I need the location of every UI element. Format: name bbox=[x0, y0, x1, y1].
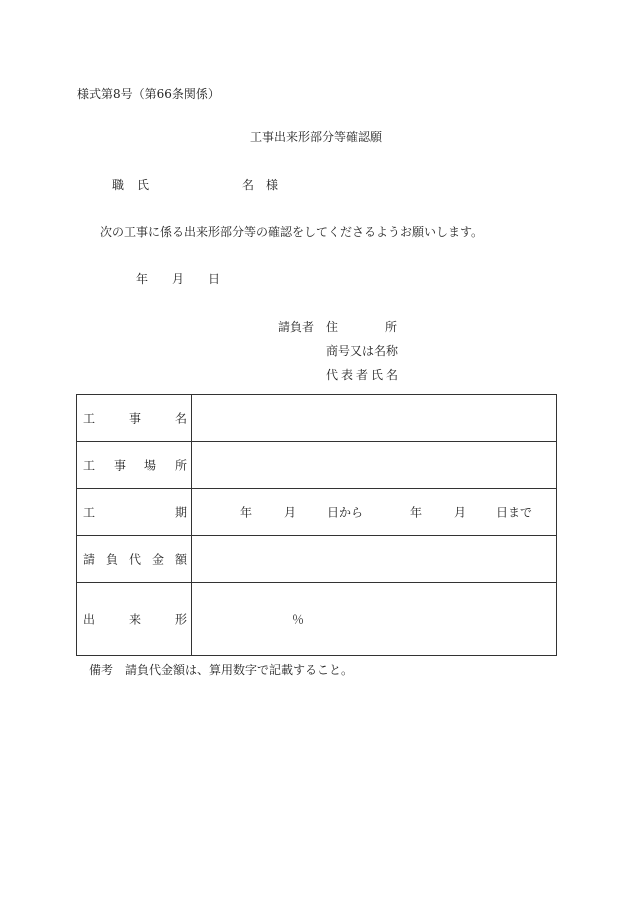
period-part: 日から bbox=[327, 505, 364, 520]
date-day: 日 bbox=[208, 272, 221, 286]
date-line bbox=[0, 270, 630, 286]
label-char: 事 bbox=[114, 458, 127, 473]
label-char: 負 bbox=[106, 552, 119, 567]
label-char: 金 bbox=[152, 552, 165, 567]
addressee-char: 職 bbox=[112, 178, 125, 192]
date-month: 月 bbox=[172, 272, 185, 286]
label-char: 工 bbox=[83, 505, 96, 520]
construction-name-value[interactable] bbox=[192, 395, 557, 442]
label-cell bbox=[77, 583, 192, 656]
label-char: 場 bbox=[144, 458, 157, 473]
table-row bbox=[77, 583, 557, 656]
period-part: 年 bbox=[240, 505, 253, 520]
label-char: 所 bbox=[175, 458, 188, 473]
period-part: 年 bbox=[410, 505, 423, 520]
remark-label: 備考 bbox=[89, 663, 114, 677]
addressee-char: 様 bbox=[266, 178, 279, 192]
remark bbox=[89, 661, 353, 678]
period-part: 月 bbox=[454, 505, 467, 520]
date-year: 年 bbox=[136, 272, 149, 286]
label-char: 工 bbox=[83, 411, 96, 426]
table-row bbox=[77, 395, 557, 442]
construction-period-value[interactable] bbox=[192, 489, 557, 536]
label-cell bbox=[77, 395, 192, 442]
construction-site-value[interactable] bbox=[192, 442, 557, 489]
table-row bbox=[77, 489, 557, 536]
label-char: 事 bbox=[129, 411, 142, 426]
label-char: 名 bbox=[175, 411, 188, 426]
label-char: 出 bbox=[83, 612, 96, 627]
applicant-char: 氏 bbox=[371, 368, 384, 382]
progress-value[interactable] bbox=[192, 583, 557, 656]
label-char: 請 bbox=[83, 552, 96, 567]
applicant-char: 住 bbox=[326, 320, 339, 334]
label-char: 代 bbox=[129, 552, 142, 567]
applicant-company-label: 商号又は名称 bbox=[326, 344, 399, 358]
label-cell bbox=[77, 536, 192, 583]
applicant-role: 請負者 bbox=[278, 320, 315, 334]
applicant-char: 者 bbox=[356, 368, 369, 382]
addressee-char: 名 bbox=[242, 178, 255, 192]
applicant-char: 所 bbox=[385, 320, 398, 334]
form-number: 様式第8号（第66条関係） bbox=[77, 87, 220, 101]
document-title: 工事出来形部分等確認願 bbox=[250, 130, 383, 144]
contract-amount-value[interactable] bbox=[192, 536, 557, 583]
period-part: 日まで bbox=[496, 505, 533, 520]
remark-text: 請負代金額は、算用数字で記載すること。 bbox=[125, 663, 354, 677]
label-cell bbox=[77, 442, 192, 489]
applicant-char: 表 bbox=[341, 368, 354, 382]
label-cell bbox=[77, 489, 192, 536]
label-char: 来 bbox=[129, 612, 142, 627]
table-row bbox=[77, 536, 557, 583]
table-row bbox=[77, 442, 557, 489]
period-part: 月 bbox=[284, 505, 297, 520]
percent-sign: ％ bbox=[292, 612, 305, 627]
label-char: 期 bbox=[175, 505, 188, 520]
request-text: 次の工事に係る出来形部分等の確認をしてくださるようお願いします。 bbox=[100, 225, 484, 239]
info-table bbox=[76, 394, 557, 656]
applicant-char: 代 bbox=[326, 368, 339, 382]
label-char: 工 bbox=[83, 458, 96, 473]
addressee-char: 氏 bbox=[137, 178, 150, 192]
label-char: 形 bbox=[175, 612, 188, 627]
label-char: 額 bbox=[175, 552, 188, 567]
applicant-char: 名 bbox=[386, 368, 399, 382]
